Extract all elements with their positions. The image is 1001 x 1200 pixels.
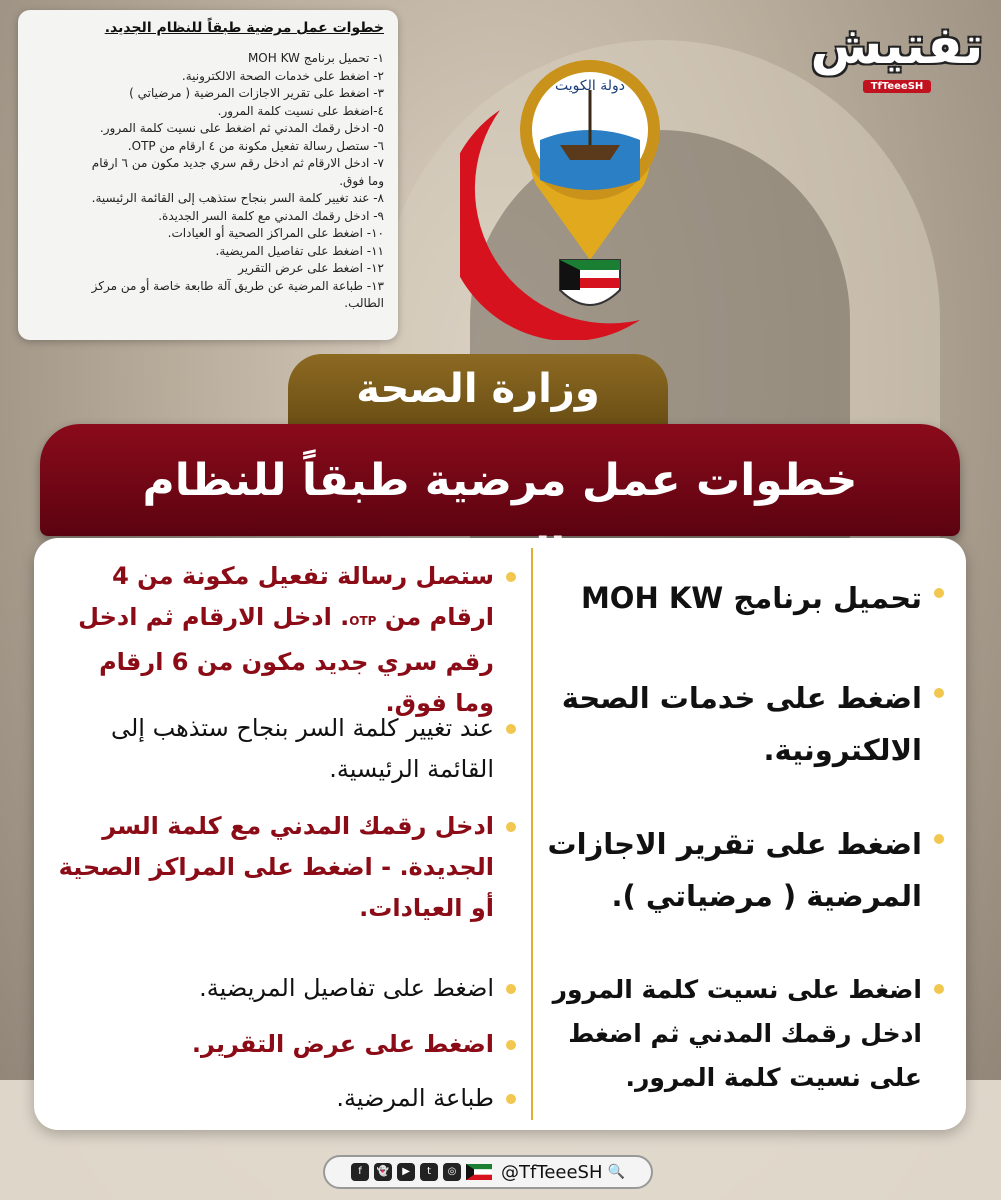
note-line: الطالب.: [344, 296, 384, 310]
note-line: ٧- ادخل الارقام ثم ادخل رقم سري جديد مكون من ٦ ارقام: [91, 156, 384, 170]
step-text: اضغط على تقرير الاجازات المرضية ( مرضياتي ).: [547, 827, 922, 913]
kuwait-flag-icon: [466, 1164, 492, 1180]
reference-note: [18, 10, 398, 340]
note-line: ١١- اضغط على تفاصيل المريضية.: [215, 243, 384, 258]
bullet-icon: [934, 588, 944, 598]
search-icon: 🔍: [607, 1164, 625, 1180]
otp-label: OTP: [349, 614, 377, 628]
step-text: ادخل رقمك المدني مع كلمة السر الجديدة. - اضغط على المراكز الصحية أو العيادات.: [58, 812, 494, 922]
step-text: اضغط على عرض التقرير.: [191, 1030, 494, 1058]
step-item: [56, 708, 516, 790]
step-item: [544, 968, 944, 1100]
note-line: ١٠- اضغط على المراكز الصحية أو العيادات.: [167, 226, 384, 240]
step-text: تحميل برنامج MOH KW: [580, 581, 922, 615]
note-line: ٤-اضغط على نسيت كلمة المرور.: [217, 103, 384, 118]
step-item: [544, 572, 944, 624]
steps-card: [34, 538, 966, 1130]
step-text: اضغط على تفاصيل المريضية.: [199, 974, 494, 1002]
emblem-text: دولة الكويت: [555, 78, 625, 94]
step-text: عند تغيير كلمة السر بنجاح ستذهب إلى القائمة الرئيسية.: [110, 714, 494, 783]
note-line: ٢- اضغط على خدمات الصحة الالكترونية.: [181, 68, 384, 83]
step-item: [56, 968, 516, 1009]
note-line: ٨- عند تغيير كلمة السر بنجاح ستذهب إلى القائمة الرئيسية.: [91, 191, 384, 205]
step-item: [56, 1078, 516, 1119]
note-line: ٦- ستصل رسالة تفعيل مكونة من ٤ ارقام من OTP.: [127, 138, 384, 153]
brand-tag: TfTeeeSH: [863, 80, 932, 93]
headline-title: خطوات عمل مرضية طبقاً للنظام: [142, 455, 858, 506]
note-title: خطوات عمل مرضية طبقاً للنظام الجديد.: [104, 20, 384, 36]
note-line: ١- تحميل برنامج MOH KW: [247, 51, 384, 65]
step-item: [56, 556, 516, 724]
social-handle[interactable]: @TfTeeeSH: [501, 1161, 603, 1183]
bullet-icon: [506, 572, 516, 582]
step-text-part: ستصل رسالة تفعيل مكونة من 4 ارقام من: [112, 562, 494, 631]
note-line: ٩- ادخل رقمك المدني مع كلمة السر الجديدة.: [158, 208, 384, 223]
bullet-icon: [934, 984, 944, 994]
headline-banner: [40, 424, 960, 536]
step-text-part: . ادخل الارقام ثم ادخل رقم سري جديد مكون من 6 ارقام وما فوق.: [78, 603, 494, 717]
step-text: طباعة المرضية.: [336, 1084, 494, 1112]
kuwait-emblem-icon: [460, 20, 720, 340]
note-line: ١٣- طباعة المرضية عن طريق آلة طابعة خاصة أو من مركز: [91, 278, 384, 293]
note-line: ٣- اضغط على تقرير الاجازات المرضية ( مرضياتي ): [129, 86, 384, 100]
bullet-icon: [506, 822, 516, 832]
facebook-icon[interactable]: f: [351, 1163, 369, 1181]
note-line: ١٢- اضغط على عرض التقرير: [238, 261, 384, 275]
note-line: وما فوق.: [339, 173, 384, 188]
brand-name: تفتيش: [810, 16, 984, 76]
note-line: ٥- ادخل رقمك المدني ثم اضغط على نسيت كلمة المرور.: [99, 121, 384, 135]
bullet-icon: [506, 1094, 516, 1104]
step-item: [544, 672, 944, 776]
step-text: اضغط على نسيت كلمة المرور ادخل رقمك المدني ثم اضغط على نسيت كلمة المرور.: [552, 975, 922, 1092]
step-text: اضغط على خدمات الصحة الالكترونية.: [561, 681, 922, 767]
snapchat-icon[interactable]: 👻: [374, 1163, 392, 1181]
bullet-icon: [934, 688, 944, 698]
instagram-icon[interactable]: ◎: [443, 1163, 461, 1181]
bullet-icon: [506, 984, 516, 994]
bullet-icon: [934, 834, 944, 844]
step-item: [56, 806, 516, 929]
brand-logo: [807, 18, 987, 98]
step-item: [544, 818, 944, 922]
step-text: [56, 556, 494, 724]
twitter-icon[interactable]: t: [420, 1163, 438, 1181]
bullet-icon: [506, 1040, 516, 1050]
step-item: [56, 1024, 516, 1065]
column-divider: [531, 548, 533, 1120]
youtube-icon[interactable]: ▶: [397, 1163, 415, 1181]
ministry-banner: وزارة الصحة: [288, 354, 668, 424]
social-footer: [323, 1155, 653, 1189]
bullet-icon: [506, 724, 516, 734]
